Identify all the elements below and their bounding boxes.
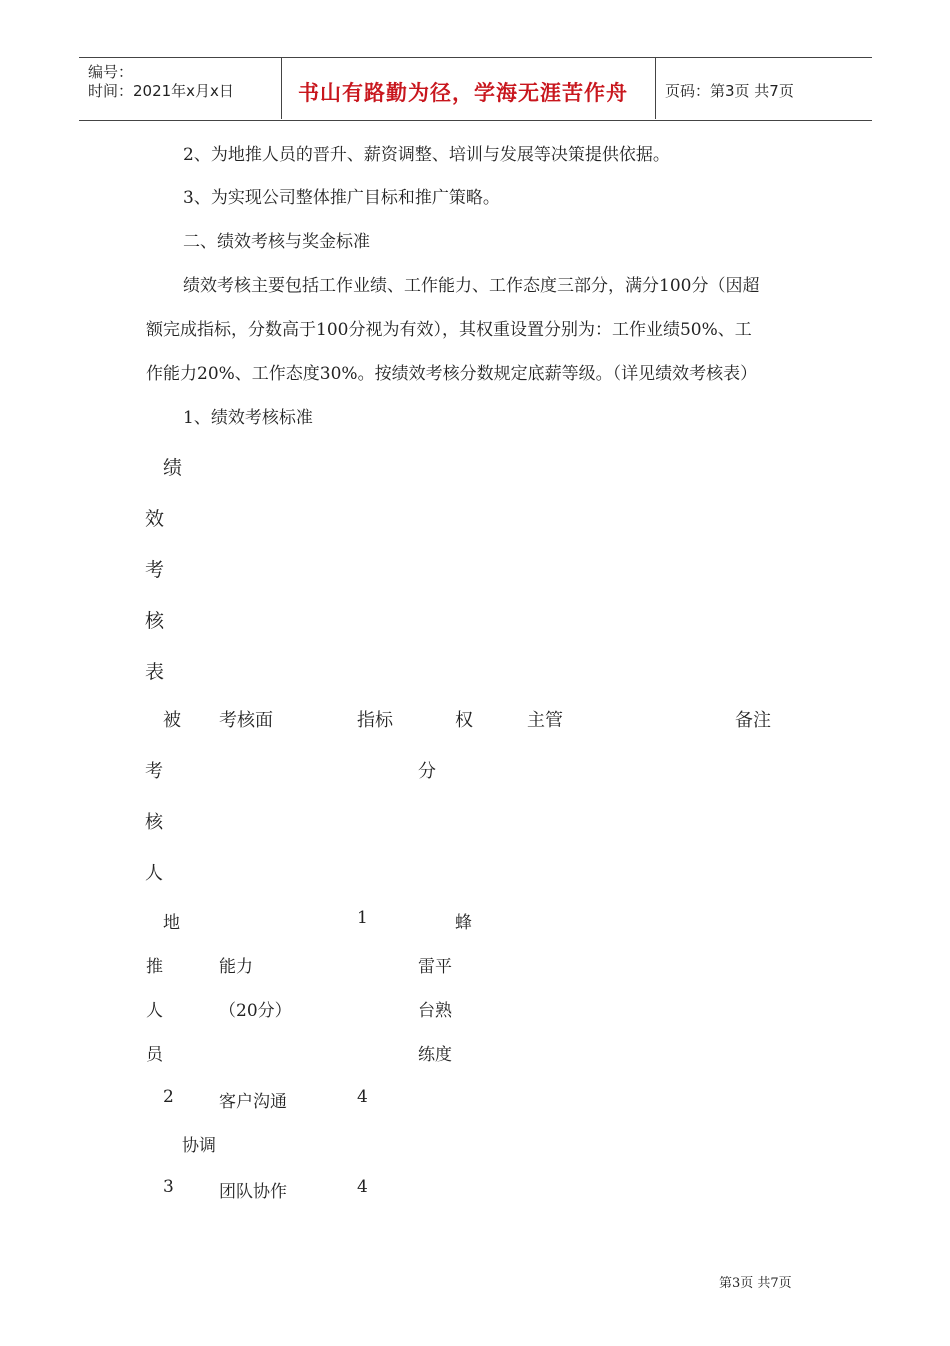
row-index: 2	[163, 1087, 174, 1107]
row-aspect: 团队协作	[219, 1182, 287, 1202]
row-aspect: 协调	[182, 1136, 216, 1156]
header-assessee-char: 核	[145, 812, 163, 833]
body-line: 绩效考核主要包括工作业绩、工作能力、工作态度三部分，满分100分（因超	[183, 276, 760, 296]
row-indicator: 4	[357, 1177, 368, 1197]
table-title-char: 表	[145, 661, 165, 683]
table-title-char: 考	[145, 559, 165, 581]
header-aspect: 考核面	[219, 710, 273, 731]
header-indicator: 指标	[357, 710, 393, 731]
subsection-heading: 1、绩效考核标准	[183, 408, 313, 428]
header-assessee-char: 被	[163, 710, 181, 731]
section-heading: 二、绩效考核与奖金标准	[183, 232, 370, 252]
row-weight-text: 台熟	[418, 1001, 452, 1021]
header-motto: 书山有路勤为径，学海无涯苦作舟	[298, 81, 628, 105]
row-weight-text: 练度	[418, 1045, 452, 1065]
table-title-char: 绩	[163, 457, 183, 479]
row-weight-text: 蜂	[455, 913, 472, 933]
body-line: 2、为地推人员的晋升、薪资调整、培训与发展等决策提供依据。	[183, 145, 670, 165]
row-indicator: 1	[357, 908, 368, 928]
header-page-label: 页码：第3页 共7页	[665, 82, 794, 100]
header-supervisor: 主管	[527, 710, 563, 731]
body-line: 3、为实现公司整体推广目标和推广策略。	[183, 188, 500, 208]
footer-page-number: 第3页 共7页	[719, 1276, 792, 1291]
row-index: 3	[163, 1177, 174, 1197]
row-person-char: 地	[163, 913, 180, 933]
row-indicator: 4	[357, 1087, 368, 1107]
table-title-char: 核	[145, 610, 165, 632]
header-assessee-char: 考	[145, 761, 163, 782]
row-person-char: 推	[146, 957, 163, 977]
header-divider	[281, 57, 282, 119]
row-aspect-score: （20分）	[219, 1001, 292, 1021]
row-person-char: 员	[146, 1045, 163, 1065]
body-line: 作能力20%、工作态度30%。按绩效考核分数规定底薪等级。（详见绩效考核表）	[146, 364, 758, 384]
body-line: 额完成指标，分数高于100分视为有效），其权重设置分别为：工作业绩50%、工	[146, 320, 752, 340]
header-divider	[655, 57, 656, 119]
header-assessee-char: 人	[145, 863, 163, 884]
row-aspect: 能力	[219, 957, 253, 977]
header-weight-char: 权	[455, 710, 473, 731]
header-remarks: 备注	[735, 710, 771, 731]
header-weight-char: 分	[418, 761, 436, 782]
row-person-char: 人	[146, 1001, 163, 1021]
table-title-char: 效	[145, 508, 165, 530]
row-weight-text: 雷平	[418, 957, 452, 977]
header-date-label: 时间：2021年x月x日	[88, 82, 234, 100]
header-number-label: 编号：	[88, 63, 134, 81]
row-aspect: 客户沟通	[219, 1092, 287, 1112]
